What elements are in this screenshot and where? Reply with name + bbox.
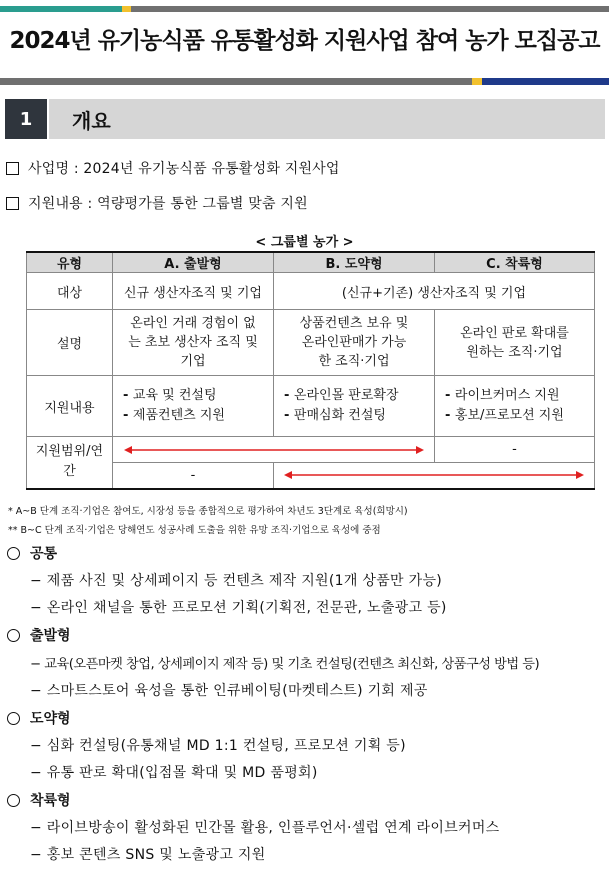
circle-bullet-icon <box>7 712 20 725</box>
group-heading-landing <box>7 790 71 810</box>
row-label: 지원범위/연간 <box>35 444 104 480</box>
footnote-1: * A~B 단계 조직·기업은 참여도, 시장성 등을 종합적으로 평가하여 차년도 3단계로 육성(희망시) <box>8 506 408 517</box>
cell-ab-scope-arrow <box>113 437 435 463</box>
cell-b-desc <box>274 310 435 376</box>
line-text: 온라인 채널을 통한 프로모션 기획(기획전, 전문관, 노출광고 등) <box>46 600 447 616</box>
range-arrow-ab <box>124 444 424 456</box>
row-label: 설명 <box>27 310 113 376</box>
table-row-scope-top <box>27 437 595 463</box>
line-text: 교육(오픈마켓 창업, 상세페이지 제작 등) 및 기초 컨설팅(컨텐츠 최신화, 상품구성 방법 등) <box>44 657 540 672</box>
item-label: 사업명 : 2024년 유기농식품 유통활성화 지원사업 <box>28 161 340 177</box>
table-row-desc <box>27 310 595 376</box>
cell-c-scope-top: - <box>435 437 595 463</box>
group-table <box>26 251 595 490</box>
bottom-bar-navy <box>482 78 609 85</box>
header-c: C. 착륙형 <box>435 252 595 273</box>
group-heading-leap <box>7 708 71 728</box>
item-label: 지원내용 : 역량평가를 통한 그룹별 맞춤 지원 <box>28 196 308 212</box>
group-line: − 제품 사진 및 상세페이지 등 컨텐츠 제작 지원(1개 상품만 가능) <box>30 573 443 589</box>
group-line: − 스마트스토어 육성을 통한 인큐베이팅(마켓테스트) 기회 제공 <box>30 683 428 699</box>
circle-bullet-icon <box>7 547 20 560</box>
bottom-bar-yellow <box>472 78 482 85</box>
group-heading-start <box>7 625 71 645</box>
cell-a-support <box>113 376 274 437</box>
group-title: 착륙형 <box>30 793 71 809</box>
line-text: 홍보 콘텐츠 SNS 및 노출광고 지원 <box>46 847 266 863</box>
line-text: 스마트스토어 육성을 통한 인큐베이팅(마켓테스트) 기회 제공 <box>46 683 428 699</box>
cell-c-support <box>435 376 595 437</box>
item-business-name <box>6 158 340 178</box>
group-line: − 유통 판로 확대(입점몰 확대 및 MD 품평회) <box>30 765 318 781</box>
table-caption: < 그룹별 농가 > <box>255 235 354 250</box>
header-a: A. 출발형 <box>113 252 274 273</box>
table-row-support <box>27 376 595 437</box>
line-text: 라이브방송이 활성화된 민간몰 활용, 인플루언서·셀럽 연계 라이브커머스 <box>46 820 500 836</box>
top-bar-yellow <box>122 6 131 12</box>
line-text: 심화 컨설팅(유통채널 MD 1:1 컨설팅, 프로모션 기획 등) <box>46 738 406 754</box>
list-item: - 온라인몰 판로확장 <box>284 386 434 406</box>
top-bar-teal <box>0 6 122 12</box>
circle-bullet-icon <box>7 629 20 642</box>
list-item: - 판매심화 컨설팅 <box>284 406 434 426</box>
cell-bc-scope-arrow <box>274 463 595 489</box>
row-label-scope <box>27 437 113 489</box>
table-row-scope-bottom <box>27 463 595 489</box>
list-item: - 홍보/프로모션 지원 <box>445 406 594 426</box>
row-label: 대상 <box>27 273 113 310</box>
group-line: − 교육(오픈마켓 창업, 상세페이지 제작 등) 및 기초 컨설팅(컨텐츠 최신화, 상품구성 방법 등) <box>30 657 540 672</box>
group-title: 도약형 <box>30 711 71 727</box>
footnote-2: ** B~C 단계 조직·기업은 당해연도 성공사례 도출을 위한 유망 조직·기업으로 육성에 중점 <box>8 525 381 536</box>
header-type: 유형 <box>27 252 113 273</box>
cell-c-desc <box>435 310 595 376</box>
cell-text: 상품컨텐츠 보유 및 온라인판매가 가능한 조직·기업 <box>299 316 409 369</box>
top-bar-gray <box>131 6 609 12</box>
table-row-target <box>27 273 595 310</box>
table-header-row <box>27 252 595 273</box>
item-support-content <box>6 193 308 213</box>
list-item: - 라이브커머스 지원 <box>445 386 594 406</box>
group-line: − 라이브방송이 활성화된 민간몰 활용, 인플루언서·셀럽 연계 라이브커머스 <box>30 820 500 836</box>
group-line: − 심화 컨설팅(유통채널 MD 1:1 컨설팅, 프로모션 기획 등) <box>30 738 406 754</box>
group-heading-common <box>7 543 57 563</box>
cell-text: 온라인 판로 확대를 원하는 조직·기업 <box>460 325 569 360</box>
group-line: − 홍보 콘텐츠 SNS 및 노출광고 지원 <box>30 847 266 863</box>
line-text: 유통 판로 확대(입점몰 확대 및 MD 품평회) <box>46 765 318 781</box>
square-bullet-icon <box>6 162 19 175</box>
page-title: 2024년 유기농식품 유통활성화 지원사업 참여 농가 모집공고 <box>9 28 600 54</box>
section-number: 1 <box>5 99 47 139</box>
cell-text: 온라인 거래 경험이 없는 초보 생산자 조직 및 기업 <box>128 316 258 369</box>
line-text: 제품 사진 및 상세페이지 등 컨텐츠 제작 지원(1개 상품만 가능) <box>46 573 443 589</box>
list-item: - 교육 및 컨설팅 <box>123 386 273 406</box>
group-line: − 온라인 채널을 통한 프로모션 기획(기획전, 전문관, 노출광고 등) <box>30 600 447 616</box>
group-title: 공통 <box>30 546 58 562</box>
square-bullet-icon <box>6 197 19 210</box>
section-header <box>49 99 605 139</box>
cell-b-support <box>274 376 435 437</box>
section-title: 개요 <box>72 108 111 133</box>
range-arrow-bc <box>284 469 584 481</box>
cell-a-scope-bottom: - <box>113 463 274 489</box>
header-b: B. 도약형 <box>274 252 435 273</box>
group-title: 출발형 <box>30 628 71 644</box>
list-item: - 제품컨텐츠 지원 <box>123 406 273 426</box>
cell-a-desc <box>113 310 274 376</box>
circle-bullet-icon <box>7 794 20 807</box>
cell-bc-target: (신규+기존) 생산자조직 및 기업 <box>274 273 595 310</box>
row-label: 지원내용 <box>27 376 113 437</box>
cell-a-target: 신규 생산자조직 및 기업 <box>113 273 274 310</box>
bottom-bar-gray <box>0 78 472 85</box>
